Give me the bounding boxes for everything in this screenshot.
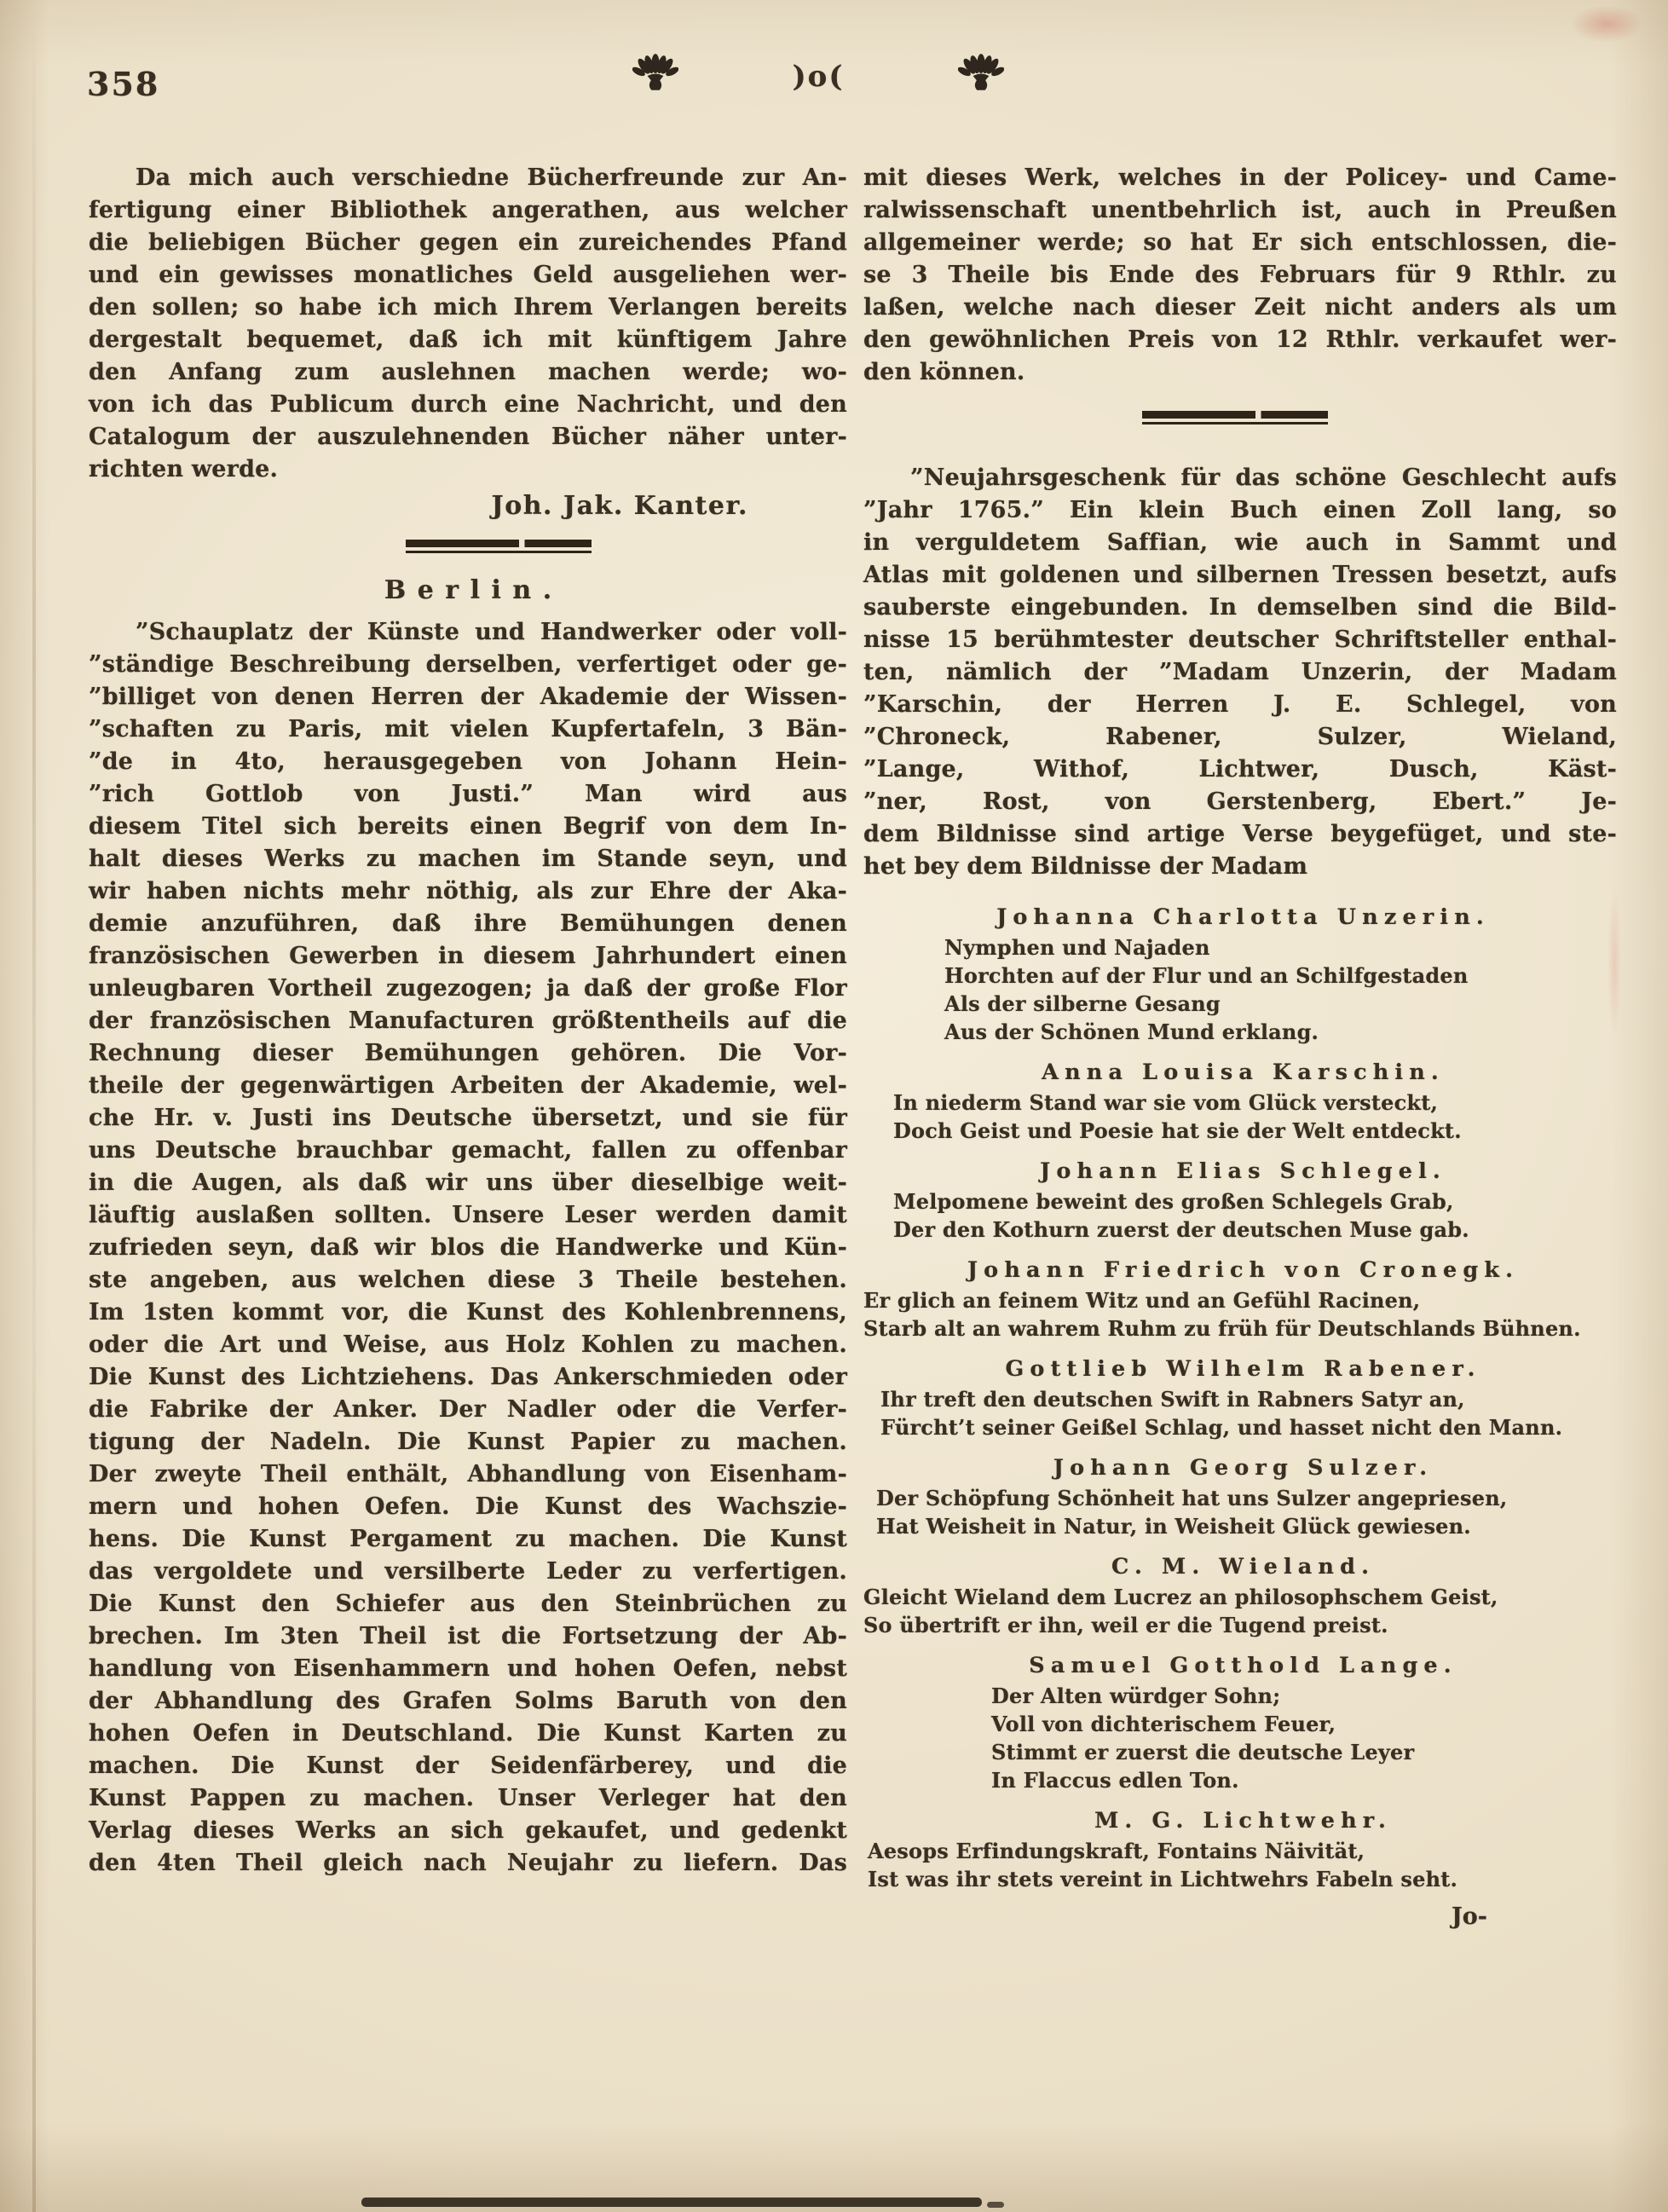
text-line: in die Augen, als daß wir uns über dieselbige weit-	[89, 1170, 847, 1196]
verse-line: Aus der Schönen Mund erklang.	[944, 1019, 1319, 1044]
text-line: ten, nämlich der ”Madam Unzerin, der Madam	[863, 659, 1617, 685]
text-line: mit dieses Werk, welches in der Policey- und Came-	[863, 165, 1617, 191]
divider-thick-rule	[1142, 411, 1328, 419]
text-line: ste angeben, aus welchen diese 3 Theile bestehen.	[89, 1267, 847, 1293]
poem	[863, 1255, 1617, 1343]
left-column	[89, 162, 847, 1880]
text-line: Da mich auch verschiedne Bücherfreunde zur An-	[136, 165, 847, 191]
text-line: Die Kunst den Schiefer aus den Steinbrüchen zu	[89, 1591, 847, 1617]
text-line: französischen Gewerben in diesem Jahrhundert einen	[89, 943, 847, 969]
text-line: brechen. Im 3ten Theil ist die Fortsetzung der Ab-	[89, 1623, 847, 1649]
poem-title: Gottlieb Wilhelm Rabener.	[1005, 1356, 1481, 1382]
text-line: das vergoldete und versilberte Leder zu verfertigen.	[89, 1558, 847, 1585]
section-divider	[406, 540, 592, 553]
text-line: se 3 Theile bis Ende des Februars für 9 Rthlr. zu	[863, 262, 1617, 288]
verse-line: Stimmt er zuerst die deutsche Leyer	[991, 1740, 1415, 1764]
text-line: Der zweyte Theil enthält, Abhandlung von Eisenham-	[89, 1461, 847, 1487]
poem-title: Johann Elias Schlegel.	[1040, 1158, 1446, 1184]
verse-line: Starb alt an wahrem Ruhm zu früh für Deutschlands Bühnen.	[863, 1316, 1581, 1341]
text-line: hens. Die Kunst Pergament zu machen. Die Kunst	[89, 1526, 847, 1552]
text-line: ”de in 4to, herausgegeben von Johann Hein-	[89, 748, 847, 775]
text-line: Die Kunst des Lichtziehens. Das Ankerschmieden oder	[89, 1364, 847, 1390]
text-line: in verguldetem Saffian, wie auch in Sammt und	[863, 529, 1617, 556]
text-line: sauberste eingebunden. In demselben sind die Bild-	[863, 594, 1617, 621]
text-line: dem Bildnisse sind artige Verse beygefüget, und ste-	[863, 821, 1617, 847]
paragraph	[89, 162, 847, 486]
poem	[863, 1805, 1617, 1893]
verse-line: Hat Weisheit in Natur, in Weisheit Glück gewiesen.	[876, 1514, 1471, 1539]
text-line: den können.	[863, 359, 1025, 385]
divider-thin-rule	[406, 551, 592, 553]
text-line: tigung der Nadeln. Die Kunst Papier zu machen.	[89, 1429, 847, 1455]
verse-line: Fürcht’t seiner Geißel Schlag, und hasset nicht den Mann.	[880, 1415, 1563, 1440]
section-heading: Berlin.	[384, 575, 563, 605]
text-line: den gewöhnlichen Preis von 12 Rthlr. verkaufet wer-	[863, 326, 1617, 353]
text-line: theile der gegenwärtigen Arbeiten der Akademie, wel-	[89, 1072, 847, 1099]
text-line: ”Chroneck, Rabener, Sulzer, Wieland,	[863, 724, 1617, 750]
verse-line: Er glich an feinem Witz und an Gefühl Racinen,	[863, 1288, 1421, 1313]
text-line: ”Lange, Withof, Lichtwer, Dusch, Käst-	[863, 756, 1617, 783]
text-line: ”Schauplatz der Künste und Handwerker oder voll-	[136, 619, 847, 645]
poem-title: Anna Louisa Karschin.	[1042, 1060, 1445, 1085]
text-line: und ein gewisses monatliches Geld ausgeliehen wer-	[89, 262, 847, 288]
scan-edge-shadow	[361, 2198, 982, 2207]
verse-line: Gleicht Wieland dem Lucrez an philosophschem Geist,	[863, 1585, 1498, 1609]
poem	[863, 1650, 1617, 1794]
fleuron-icon	[632, 53, 678, 94]
divider-thick-rule	[406, 540, 592, 547]
signature-mark: )o(	[792, 60, 845, 94]
poem	[863, 902, 1617, 1046]
page-number: 358	[87, 65, 160, 103]
catchword: Jo-	[1452, 1903, 1487, 1930]
verse-line: Ist was ihr stets vereint in Lichtwehrs Fabeln seht.	[868, 1867, 1458, 1891]
verse-line: In niederm Stand war sie vom Glück versteckt,	[893, 1090, 1439, 1115]
verse-line: Der Schöpfung Schönheit hat uns Sulzer angepriesen,	[876, 1486, 1508, 1510]
text-line: uns Deutsche brauchbar gemacht, fallen zu offenbar	[89, 1137, 847, 1164]
scan-edge-shadow	[987, 2202, 1004, 2208]
text-line: laßen, welche nach dieser Zeit nicht anders als um	[863, 294, 1617, 321]
verse-line: In Flaccus edlen Ton.	[991, 1768, 1239, 1793]
verse-line: Doch Geist und Poesie hat sie der Welt entdeckt.	[893, 1118, 1462, 1143]
verse-line: Horchten auf der Flur und an Schilfgestaden	[944, 963, 1469, 988]
verse-line: Voll von dichterischem Feuer,	[991, 1712, 1336, 1736]
text-line: machen. Die Kunst der Seidenfärberey, und die	[89, 1753, 847, 1779]
poem	[863, 1354, 1617, 1441]
poem-title: C. M. Wieland.	[1111, 1554, 1376, 1580]
text-line: die beliebigen Bücher gegen ein zureichendes Pfand	[89, 229, 847, 256]
text-line: ”Neujahrsgeschenk für das schöne Geschlecht aufs	[910, 465, 1617, 491]
poem-title: Johann Georg Sulzer.	[1053, 1455, 1434, 1481]
divider-thin-rule	[1142, 422, 1328, 424]
text-line: dergestalt bequemet, daß ich mit künftigem Jahre	[89, 326, 847, 353]
verse-line: Ihr treft den deutschen Swift in Rabners Satyr an,	[880, 1387, 1465, 1412]
paper-smudge	[1570, 5, 1643, 43]
text-line: ”ständige Beschreibung derselben, verfertiget oder ge-	[89, 651, 847, 678]
poem-title: M. G. Lichtwehr.	[1094, 1808, 1393, 1834]
verse-line: Nymphen und Najaden	[944, 935, 1210, 960]
text-line: ”Jahr 1765.” Ein klein Buch einen Zoll lang, so	[863, 497, 1617, 523]
paper-smudge	[1607, 887, 1621, 1040]
text-line: unleugbaren Vortheil zugezogen; ja daß der große Flor	[89, 975, 847, 1002]
text-line: allgemeiner werde; so hat Er sich entschlossen, die-	[863, 229, 1617, 256]
text-line: wir haben nichts mehr nöthig, als zur Ehre der Aka-	[89, 878, 847, 904]
text-line: den Anfang zum auslehnen machen werde; wo-	[89, 359, 847, 385]
poem	[863, 1156, 1617, 1244]
paragraph	[89, 616, 847, 1880]
text-line: Catalogum der auszulehnenden Bücher näher unter-	[89, 424, 847, 450]
text-line: der Abhandlung des Grafen Solms Baruth von den	[89, 1688, 847, 1714]
verse-line: Melpomene beweint des großen Schlegels Grab,	[893, 1189, 1454, 1214]
text-line: diesem Titel sich bereits einen Begrif von dem In-	[89, 813, 847, 840]
text-line: mern und hohen Oefen. Die Kunst des Wachszie-	[89, 1493, 847, 1520]
verse-line: Der den Kothurn zuerst der deutschen Muse gab.	[893, 1217, 1469, 1242]
verse-line: Der Alten würdger Sohn;	[991, 1684, 1281, 1708]
verse-line: Als der silberne Gesang	[944, 991, 1221, 1016]
text-line: die Fabrike der Anker. Der Nadler oder die Verfer-	[89, 1396, 847, 1423]
text-line: nisse 15 berühmtester deutscher Schriftsteller enthal-	[863, 627, 1617, 653]
poem-list	[863, 902, 1617, 1893]
text-line: oder die Art und Weise, aus Holz Kohlen zu machen.	[89, 1331, 847, 1358]
text-line: Kunst Pappen zu machen. Unser Verleger hat den	[89, 1785, 847, 1811]
text-line: halt dieses Werks zu machen im Stande seyn, und	[89, 846, 847, 872]
text-line: von ich das Publicum durch eine Nachricht, und den	[89, 391, 847, 418]
verse-line: So übertrift er ihn, weil er die Tugend preist.	[863, 1613, 1388, 1637]
text-line: Verlag dieses Werks an sich gekaufet, und gedenkt	[89, 1817, 847, 1844]
verse-line: Aesops Erfindungskraft, Fontains Näivität,	[868, 1839, 1365, 1863]
text-line: Atlas mit goldenen und silbernen Tressen besetzt, aufs	[863, 562, 1617, 588]
text-line: fertigung einer Bibliothek angerathen, aus welcher	[89, 197, 847, 223]
text-line: ”schaften zu Paris, mit vielen Kupfertafeln, 3 Bän-	[89, 716, 847, 742]
paragraph	[863, 162, 1617, 389]
text-line: den sollen; so habe ich mich Ihrem Verlangen bereits	[89, 294, 847, 321]
signature: Joh. Jak. Kanter.	[491, 491, 748, 521]
poem-title: Johanna Charlotta Unzerin.	[996, 904, 1490, 930]
poem	[863, 1057, 1617, 1145]
poem-title: Johann Friedrich von Cronegk.	[967, 1257, 1520, 1283]
paragraph	[863, 462, 1617, 883]
poem	[863, 1453, 1617, 1540]
poem	[863, 1551, 1617, 1639]
right-column	[863, 162, 1617, 1930]
text-line: ”Karschin, der Herren J. E. Schlegel, von	[863, 691, 1617, 718]
text-line: handlung von Eisenhammern und hohen Oefen, nebst	[89, 1655, 847, 1682]
section-divider	[1142, 411, 1328, 424]
text-line: zufrieden seyn, daß wir blos die Handwerke und Kün-	[89, 1234, 847, 1261]
text-line: ”rich Gottlob von Justi.” Man wird aus	[89, 781, 847, 807]
text-line: ”ner, Rost, von Gerstenberg, Ebert.” Je-	[863, 788, 1617, 815]
text-line: che Hr. v. Justi ins Deutsche übersetzt, und sie für	[89, 1105, 847, 1131]
text-line: läuftig auslaßen sollten. Unsere Leser werden damit	[89, 1202, 847, 1228]
text-line: ralwissenschaft unentbehrlich ist, auch in Preußen	[863, 197, 1617, 223]
poem-title: Samuel Gotthold Lange.	[1029, 1653, 1457, 1678]
text-line: den 4ten Theil gleich nach Neujahr zu liefern. Das	[89, 1850, 847, 1876]
text-line: het bey dem Bildnisse der Madam	[863, 853, 1308, 880]
fleuron-icon	[958, 53, 1004, 94]
text-line: Rechnung dieser Bemühungen gehören. Die Vor-	[89, 1040, 847, 1066]
text-line: Im 1sten kommt vor, die Kunst des Kohlenbrennens,	[89, 1299, 847, 1325]
text-line: demie anzuführen, daß ihre Bemühungen denen	[89, 910, 847, 937]
text-line: der französischen Manufacturen größtentheils auf die	[89, 1008, 847, 1034]
text-line: hohen Oefen in Deutschland. Die Kunst Karten zu	[89, 1720, 847, 1747]
text-line: richten werde.	[89, 456, 279, 482]
header-ornaments	[632, 53, 1004, 94]
text-line: ”billiget von denen Herren der Akademie der Wissen-	[89, 684, 847, 710]
